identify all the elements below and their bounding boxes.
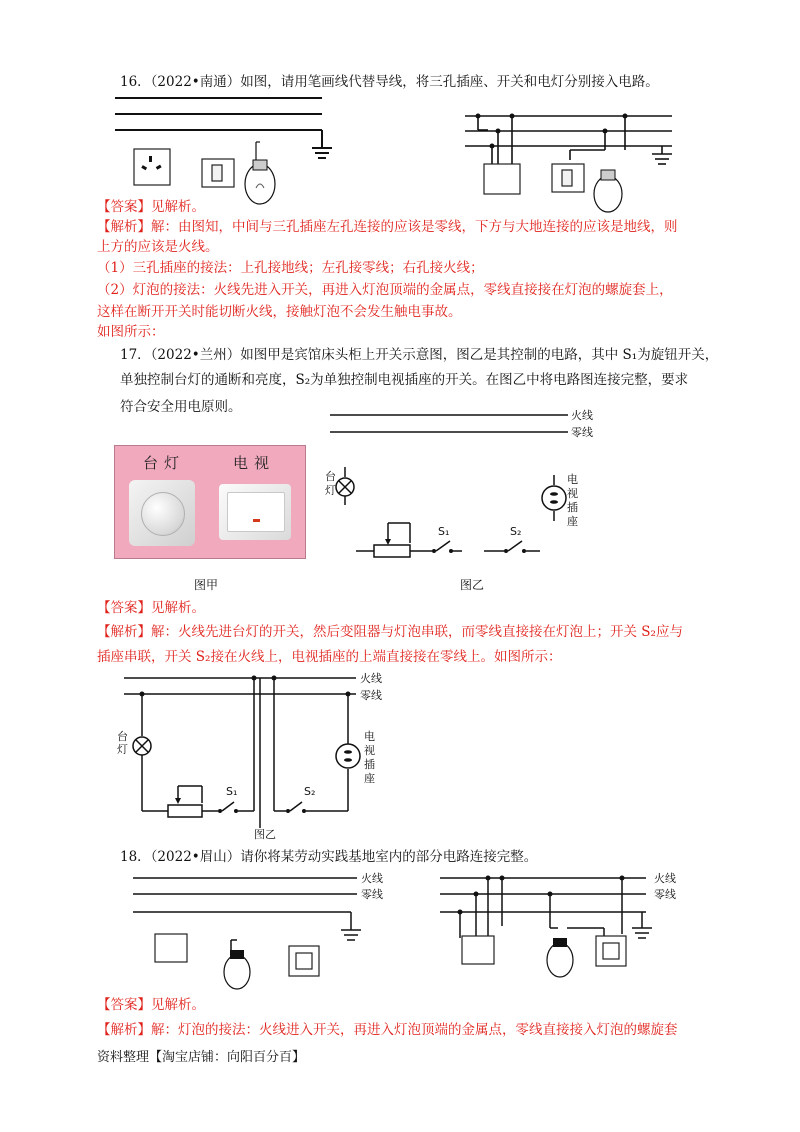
- q18-live-wire-label: 火线: [361, 872, 383, 885]
- q17-s2-label: S₂: [510, 525, 522, 538]
- q17-answer-neutral-wire-label: 零线: [360, 689, 382, 702]
- q16-analysis-line2: 上方的应该是火线。: [97, 239, 219, 255]
- q17-s1-label: S₁: [438, 525, 450, 538]
- q17-answer: 【答案】见解析。: [97, 600, 205, 616]
- q16-as-shown: 如图所示：: [97, 324, 165, 340]
- switch-key-icon: [227, 492, 285, 532]
- q17-answer-fig-caption: 图乙: [254, 828, 276, 841]
- q17-answer-s1-label: S₁: [226, 785, 238, 798]
- q16-figure-answer: [460, 100, 690, 225]
- q16-answer: 【答案】见解析。: [97, 199, 205, 215]
- q17-question-line1: 17．（2022•兰州）如图甲是宾馆床头柜上开关示意图，图乙是其控制的电路，其中 S₁为旋钮开关，: [120, 347, 719, 363]
- q16-question: 16．（2022•南通）如图，请用笔画线代替导线，将三孔插座、开关和电灯分别接入电路。: [120, 74, 659, 90]
- q17-answer-s2-label: S₂: [304, 785, 316, 798]
- rotary-knob-switch: [129, 480, 195, 546]
- rocker-switch: [219, 484, 291, 540]
- fig-yi-caption: 图乙: [460, 578, 485, 592]
- fig-jia-caption: 图甲: [194, 578, 219, 592]
- q16-point2-line1: （2）灯泡的接法：火线先进入开关，再进入灯泡顶端的金属点，零线直接接在灯泡的螺旋套上，: [97, 282, 673, 298]
- q17-analysis-line2: 插座串联，开关 S₂接在火线上，电视插座的上端直接接在零线上。如图所示：: [97, 649, 562, 665]
- knob-icon: [141, 492, 185, 536]
- q18-answer-live-wire-label: 火线: [654, 872, 676, 885]
- q18-analysis: [97, 1020, 678, 1040]
- q16-point2-line2: 这样在断开开关时能切断火线，接触灯泡不会发生触电事故。: [97, 304, 462, 320]
- q18-neutral-wire-label: 零线: [361, 888, 383, 901]
- q18-answer-neutral-wire-label: 零线: [654, 888, 676, 901]
- q18-figure-answer: [432, 866, 722, 996]
- q17-lamp-label: 台灯: [325, 470, 336, 497]
- q17-tv-socket-label: 电视插座: [567, 473, 578, 528]
- q16-analysis-line1: 解：由图知，中间与三孔插座左孔连接的应该是零线，下方与大地连接的应该是地线，则: [151, 219, 678, 235]
- photo-label-tv: 电视: [233, 454, 276, 472]
- q16-analysis: [97, 217, 678, 237]
- q18-analysis-tag: 【解析】: [97, 1022, 151, 1038]
- q17-analysis-line1: 解：火线先进台灯的开关，然后变阻器与灯泡串联，而零线直接接在灯泡上；开关 S₂应与: [151, 624, 683, 640]
- figure-jia-photo: [114, 445, 306, 559]
- q18-question: 18．（2022•眉山）请你将某劳动实践基地室内的部分电路连接完整。: [120, 849, 538, 865]
- q17-answer-tv-socket-label: 电视插座: [364, 730, 375, 785]
- q16-point1: （1）三孔插座的接法：上孔接地线；左孔接零线；右孔接火线；: [97, 260, 484, 276]
- q17-question-line3: 符合安全用电原则。: [120, 399, 242, 415]
- photo-label-lamp: 台灯: [143, 454, 186, 472]
- q18-figure-question: [125, 866, 415, 996]
- q17-neutral-wire-label: 零线: [571, 426, 593, 439]
- q17-question-line2: 单独控制台灯的通断和亮度，S₂为单独控制电视插座的开关。在图乙中将电路图连接完整，要求: [120, 372, 689, 388]
- q17-analysis-tag: 【解析】: [97, 624, 151, 640]
- page-footer: 资料整理【淘宝店铺：向阳百分百】: [97, 1050, 306, 1065]
- q18-answer: 【答案】见解析。: [97, 997, 205, 1013]
- q17-answer-live-wire-label: 火线: [360, 672, 382, 685]
- q17-analysis: [97, 622, 683, 642]
- q18-analysis-line1: 解：灯泡的接法：火线进入开关，再进入灯泡顶端的金属点，零线直接接入灯泡的螺旋套: [151, 1022, 678, 1038]
- q16-analysis-tag: 【解析】: [97, 219, 151, 235]
- q17-answer-lamp-label: 台灯: [117, 730, 128, 756]
- q17-live-wire-label: 火线: [571, 409, 593, 422]
